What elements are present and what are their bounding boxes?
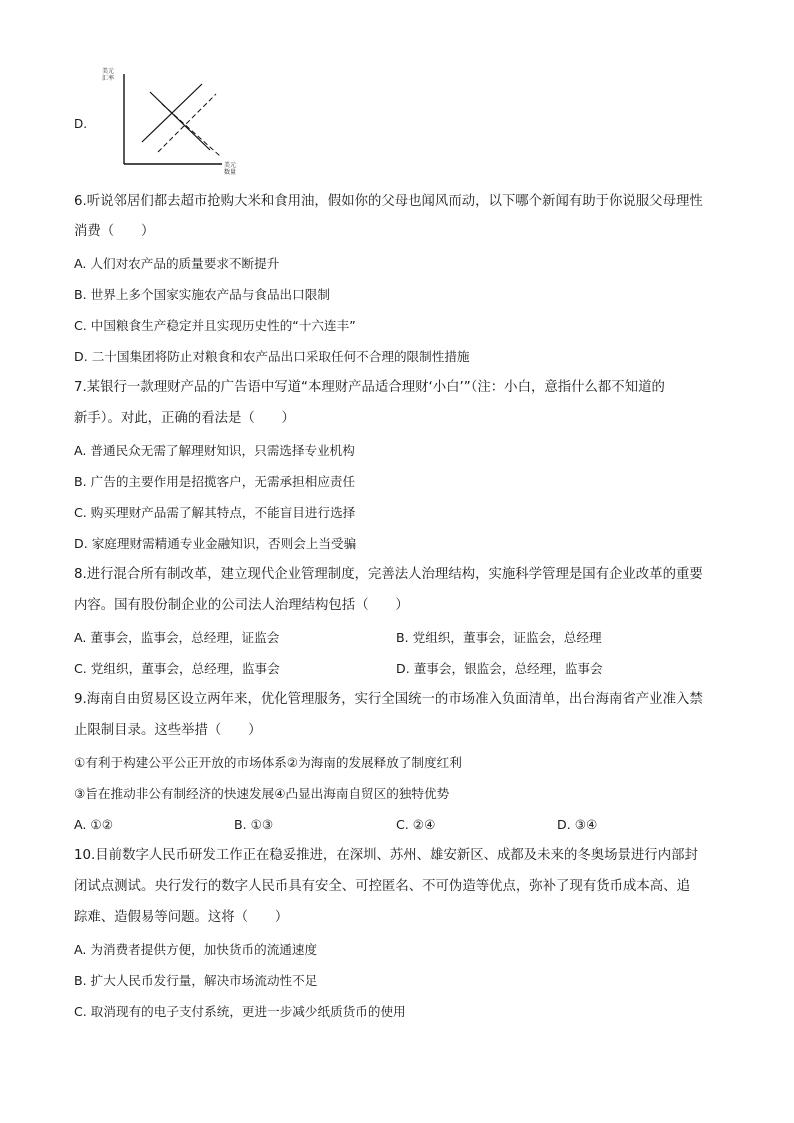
q9-option-b[interactable]: B. ①③	[234, 817, 274, 832]
q8-stem-line2: 内容。国有股份制企业的公司法人治理结构包括（ ）	[74, 598, 409, 613]
shifted-demand-curve	[162, 104, 220, 156]
q9-items-line1: ①有利于构建公平公正开放的市场体系②为海南的发展释放了制度红利	[74, 755, 462, 770]
q10-stem-line3: 踪难、造假易等问题。这将（ ）	[74, 910, 289, 925]
q10-option-b[interactable]: B. 扩大人民币发行量，解决市场流动性不足	[74, 973, 318, 988]
q6-stem-line1: 6.听说邻居们都去超市抢购大米和食用油，假如你的父母也闻风而动，以下哪个新闻有助于你说服父母理性	[74, 194, 703, 209]
q10-option-c[interactable]: C. 取消现有的电子支付系统，更进一步减少纸质货币的使用	[74, 1004, 406, 1019]
q9-stem-line1: 9.海南自由贸易区设立两年来，优化管理服务，实行全国统一的市场准入负面清单，出台海南省产业准入禁	[74, 692, 703, 707]
q7-option-b[interactable]: B. 广告的主要作用是招揽客户，无需承担相应责任	[74, 474, 356, 489]
q9-option-c[interactable]: C. ②④	[396, 817, 436, 832]
q6-option-b[interactable]: B. 世界上多个国家实施农产品与食品出口限制	[74, 287, 330, 302]
supply-demand-figure	[72, 62, 272, 182]
demand-curve	[150, 92, 210, 150]
q6-option-c[interactable]: C. 中国粮食生产稳定并且实现历史性的“十六连丰”	[74, 318, 356, 333]
q6-option-d[interactable]: D. 二十国集团将防止对粮食和农产品出口采取任何不合理的限制性措施	[74, 349, 470, 364]
q10-option-a[interactable]: A. 为消费者提供方便，加快货币的流通速度	[74, 942, 318, 957]
q8-option-c[interactable]: C. 党组织，董事会，总经理，监事会	[74, 661, 280, 676]
q8-stem-line1: 8.进行混合所有制改革，建立现代企业管理制度，完善法人治理结构，实施科学管理是国有企业改革的重要	[74, 567, 703, 582]
x-axis-label-line2: 数量	[224, 169, 237, 176]
x-axis-label-line1: 美元	[224, 162, 237, 169]
q10-stem-line2: 闭试点测试。央行发行的数字人民币具有安全、可控匿名、不可伪造等优点，弥补了现有货币成本高、追	[74, 879, 690, 894]
q7-option-d[interactable]: D. 家庭理财需精通专业金融知识，否则会上当受骗	[74, 536, 357, 551]
q7-option-c[interactable]: C. 购买理财产品需了解其特点，不能盲目进行选择	[74, 505, 356, 520]
q6-stem-line2: 消费（ ）	[74, 224, 155, 239]
q8-option-a[interactable]: A. 董事会，监事会，总经理，证监会	[74, 630, 280, 645]
q7-option-a[interactable]: A. 普通民众无需了解理财知识，只需选择专业机构	[74, 443, 355, 458]
q9-option-d[interactable]: D. ③④	[557, 817, 598, 832]
shifted-supply-curve	[158, 94, 216, 152]
y-axis-label	[102, 68, 114, 82]
q7-stem-line1: 7.某银行一款理财产品的广告语中写道“本理财产品适合理财‘小白’”（注：小白，意指什么都不知道的	[74, 380, 665, 395]
q9-option-a[interactable]: A. ①②	[74, 817, 113, 832]
q9-stem-line2: 止限制目录。这些举措（ ）	[74, 723, 262, 738]
q10-stem-line1: 10.目前数字人民币研发工作正在稳妥推进，在深圳、苏州、雄安新区、成都及未来的冬奥场景进行内部封	[74, 848, 698, 863]
y-axis-label-line1: 美元	[102, 68, 115, 75]
q6-option-a[interactable]: A. 人们对农产品的质量要求不断提升	[74, 256, 280, 271]
x-axis-label	[224, 162, 236, 176]
y-axis-label-line2: 汇率	[102, 75, 115, 82]
figure-option-d-label: D.	[74, 117, 88, 131]
q8-option-b[interactable]: B. 党组织，董事会，证监会，总经理	[396, 630, 602, 645]
q9-items-line2: ③旨在推动非公有制经济的快速发展④凸显出海南自贸区的独特优势	[74, 786, 450, 801]
q7-stem-line2: 新手）。对此，正确的看法是（ ）	[74, 411, 295, 426]
q8-option-d[interactable]: D. 董事会，银监会，总经理，监事会	[396, 661, 603, 676]
